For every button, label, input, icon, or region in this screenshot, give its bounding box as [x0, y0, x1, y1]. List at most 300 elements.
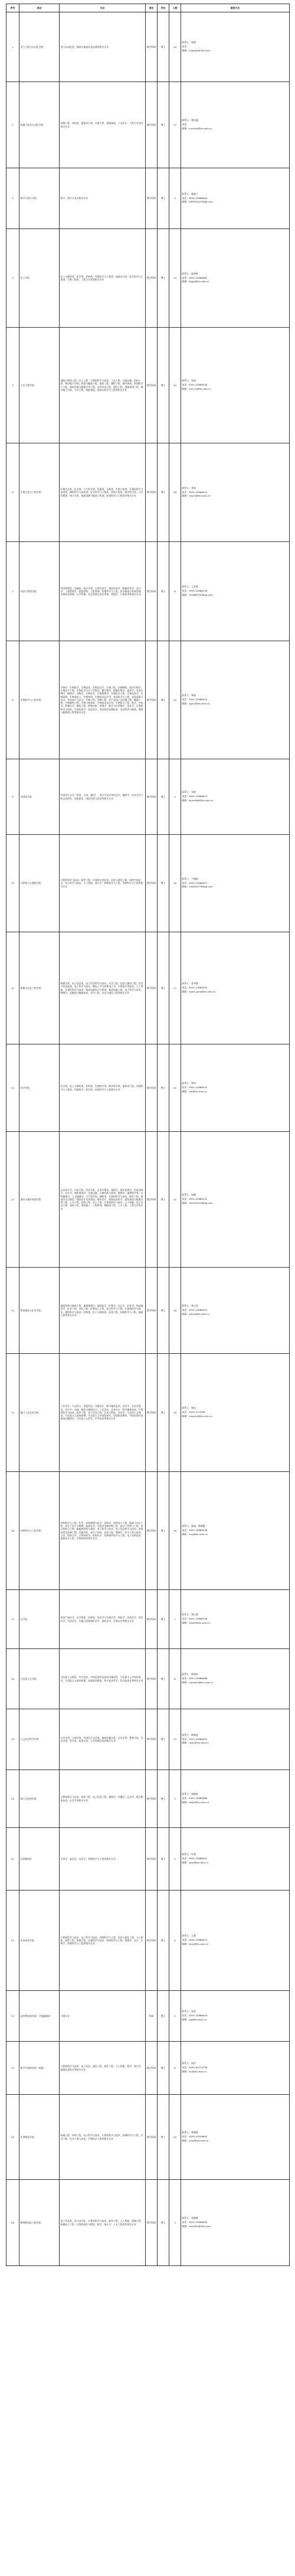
contact-phone-line	[182, 383, 289, 386]
contact-email[interactable]: tyxy-rs@fzu.edu.cn	[189, 387, 211, 390]
contact-email-line	[182, 1313, 289, 1315]
table-row	[6, 12, 290, 82]
contact-phone: 0595-22926802	[189, 2135, 208, 2138]
contact-phone: 0591-63179776	[189, 2066, 208, 2069]
contact-phone-line	[182, 2066, 289, 2069]
contact-email-line	[182, 885, 289, 888]
contact-person-label: 联系人：	[182, 119, 192, 122]
contact-person: 钟丽	[191, 694, 196, 697]
contact-email-line	[182, 593, 289, 596]
row-major: 材料科学与工程、化学、材料物理与化学、材料学、材料加工工程、能源与动力工程、高分子化学与物理、能源化学、无机非金属材料工程、高分子材料与工程、复合材料与工程、新能源材料与器件、电子科学与技术、电子信息科学与技术、材料成型及控制工程、功能材料、高分子材料、冶金工程、物理学、化学工程与技术、力学、固体力学、计算材料学、材料化学、资源循环科学与工程、电子封装技术、能源化学工程、生物材料等相关专业	[60, 1472, 146, 1590]
contact-email-line	[182, 494, 289, 497]
contact-person: 林华	[191, 1082, 196, 1085]
contact-person-label: 联系人：	[182, 1406, 192, 1410]
row-index: 2	[6, 82, 19, 168]
contact-email-label: 邮箱：	[182, 1741, 189, 1745]
contact-phone-label: 电话：	[182, 123, 189, 126]
contact-email[interactable]: mieufzu@163.com	[189, 2224, 211, 2228]
contact-person-line	[182, 1793, 289, 1795]
contact-phone-line	[182, 2014, 289, 2017]
contact-email-label: 邮箱：	[182, 1201, 189, 1204]
contact-email-line	[182, 2070, 289, 2073]
row-count: 26	[169, 1472, 181, 1590]
contact-email[interactable]: fxyzlb@fzu.edu.cn	[189, 1621, 210, 1624]
row-count: 5	[169, 168, 181, 229]
row-degree: 博士	[158, 229, 169, 328]
contact-phone-label: 电话：	[182, 1677, 189, 1680]
contact-email-line	[182, 280, 289, 283]
row-contact	[181, 2180, 290, 2266]
row-contact	[181, 1991, 290, 2042]
row-contact	[181, 82, 290, 168]
contact-person-label: 联系人：	[182, 585, 192, 589]
row-count: 24	[169, 328, 181, 443]
contact-email-line	[182, 1415, 289, 1418]
table-row	[6, 1828, 290, 1891]
row-count: 20	[169, 2095, 181, 2180]
row-degree: 博士	[158, 1991, 169, 2042]
row-major: 数学、统计学及其相关专业	[60, 168, 146, 229]
contact-email-line	[182, 702, 289, 705]
row-contact	[181, 168, 290, 229]
row-degree: 博士	[158, 835, 169, 932]
table-row	[6, 2095, 290, 2180]
row-contact	[181, 835, 290, 932]
contact-phone-label: 电话：	[182, 1086, 189, 1089]
contact-phone-line	[182, 986, 289, 989]
row-contact	[181, 1590, 290, 1649]
contact-phone-label: 电话：	[182, 2066, 189, 2069]
contact-phone-label: 电话：	[182, 1797, 189, 1800]
contact-email[interactable]: rwxy@fzu.edu.cn	[189, 1741, 209, 1745]
table-row	[6, 168, 290, 229]
row-position: 教学科研	[146, 1590, 158, 1649]
row-degree: 博士	[158, 759, 169, 835]
contact-phone-label: 电话：	[182, 276, 189, 279]
contact-email-label: 邮箱：	[182, 593, 189, 596]
row-degree: 博士	[158, 1354, 169, 1472]
contact-person: 周姗	[191, 1193, 196, 1197]
table-row	[6, 1991, 290, 2042]
contact-email[interactable]: gjy@fzu.edu.cn	[189, 2017, 207, 2021]
contact-email-label: 邮箱：	[182, 2138, 189, 2142]
row-degree: 博士	[158, 2042, 169, 2095]
row-contact	[181, 1891, 290, 1991]
contact-email-line	[182, 1942, 289, 1945]
row-major: 道路与铁道工程、岩土工程、计算机科学与技术、土木工程、交通运输、结构工程、城市地下空间、桥梁与隧道工程、地质工程、测绘工程、城市规划、管理科学与工程、建筑环境与能源应用工程、水利水电工程、海洋工程、道路桥梁工程、城市地下空间、力学工程、智能建造、给排水科学与工程等相关专业	[60, 328, 146, 443]
table-row	[6, 82, 290, 168]
contact-email[interactable]: wlxy@fzu.edu.cn	[189, 1942, 209, 1945]
contact-email[interactable]: xzxy@fzu.edu.cn	[189, 2138, 209, 2142]
row-index: 3	[6, 168, 19, 229]
contact-phone-line	[182, 123, 289, 126]
row-index: 25	[6, 2095, 19, 2180]
row-position: 教学科研	[146, 1472, 158, 1590]
row-major: 工业设计、产品设计、视觉传达、环境设计、数字媒体艺术、美术学、艺术学理论、设计学、动画、服装与服饰设计、工艺美术、艺术设计、数字媒体技术、计算机科学与技术、软件工程、电子信息工程、艺术与科技、美术学、马克思主义理论、马克思主义基本原理、马克思主义中国化研究、思想政治教育、中国近现代史基本问题研究、马克思主义哲学、中共党史等相关专业	[60, 1354, 146, 1472]
contact-email[interactable]: gmxz@fzu.edu.cn	[189, 1312, 209, 1315]
header-contact: 联系方式	[181, 4, 290, 12]
contact-phone-line	[182, 45, 289, 48]
row-position: 科研	[146, 1991, 158, 2042]
contact-phone-label: 电话：	[182, 383, 189, 387]
header-count: 人数	[169, 4, 181, 12]
row-position: 教学科研	[146, 932, 158, 1044]
contact-person-label: 联系人：	[182, 694, 192, 697]
contact-person-line	[182, 119, 289, 122]
contact-person: 陈钟婷	[191, 272, 198, 275]
row-contact	[181, 443, 290, 542]
row-department: 军事教研室	[19, 1828, 60, 1891]
contact-phone-label: 电话：	[182, 881, 189, 884]
contact-email-label: 邮箱：	[182, 1800, 189, 1804]
contact-email-line	[182, 1202, 289, 1204]
row-position: 教学科研	[146, 2095, 158, 2180]
contact-person-line	[182, 791, 289, 794]
row-count: 16	[169, 443, 181, 542]
contact-person: 郑日强	[191, 1613, 198, 1617]
contact-person: 张丽	[191, 379, 196, 383]
contact-person: 王其晖	[191, 585, 198, 589]
row-count: 3	[169, 1770, 181, 1828]
contact-email[interactable]: 303425574@qq.com	[189, 1201, 213, 1204]
row-contact	[181, 229, 290, 328]
table-body	[6, 12, 290, 2266]
row-count: 17	[169, 932, 181, 1044]
contact-person-label: 联系人：	[182, 1304, 192, 1308]
contact-email[interactable]: liudaoyi@163.com	[189, 48, 211, 52]
contact-email[interactable]: marxism@fzu.edu.cn	[189, 1680, 214, 1684]
row-major: 军事学、政治学、历史学、管理科学与工程等相关专业	[60, 1828, 146, 1891]
row-contact	[181, 1354, 290, 1472]
contact-phone-line	[182, 1308, 289, 1311]
contact-email[interactable]: hjxyrs@fzu.edu.cn	[189, 494, 211, 498]
row-major: 社会学类、心理学类、中国语言文学类、新闻传播学类、艺术学类、教育学类、历史学类、哲学类、政治学类、公共管理学类等相关专业	[60, 1709, 146, 1770]
contact-phone: 0591-22866742	[189, 1086, 208, 1089]
contact-phone-label: 电话：	[182, 2221, 189, 2224]
row-contact	[181, 12, 290, 82]
row-department: 数学与统计学院	[19, 168, 60, 229]
contact-phone-line	[182, 881, 289, 884]
row-department: 数字中国研究院（福建）	[19, 2042, 60, 2095]
contact-phone-line	[182, 795, 289, 798]
table-row	[6, 2180, 290, 2266]
row-major: 马克思主义理论、中共党史、中国近现代史基本问题研究、马克思主义中国化研究、马克思主义基本原理、思想政治教育、科学技术哲学、科学技术史等相关专业	[60, 1649, 146, 1709]
row-index: 5	[6, 328, 19, 443]
table-row	[6, 932, 290, 1044]
row-degree: 博士	[158, 1709, 169, 1770]
contact-phone: 0592-2175987	[189, 1411, 206, 1414]
row-major: 知识产权法学、法学理论、法律史、宪法学与行政法学、刑法学、民商法学、诉讼法学、经济法学、环境与资源保护法学、国际法学、军事法学等相关专业	[60, 1590, 146, 1649]
row-count: 6	[169, 1649, 181, 1709]
row-contact	[181, 1044, 290, 1132]
contact-phone-line	[182, 1197, 289, 1200]
row-contact	[181, 1132, 290, 1268]
contact-email[interactable]: 254669752@qq.com	[189, 593, 213, 596]
row-degree: 博士	[158, 1132, 169, 1268]
row-department: 建筑与城乡规划学院	[19, 1132, 60, 1268]
contact-email-line	[182, 799, 289, 802]
contact-person-line	[182, 379, 289, 382]
row-contact	[181, 2042, 290, 2095]
contact-email[interactable]: xucsfhe@fzu.edu.cn	[189, 126, 212, 130]
row-department: 未来技术学院	[19, 1891, 60, 1991]
table-row	[6, 1649, 290, 1709]
contact-person-line	[182, 272, 289, 275]
contact-phone-line	[182, 491, 289, 494]
row-major: 外国语言文学（英语、日语、德语）、语言学及应用语言学、翻译学、比较文学与跨文化研究、国际政治、国际经济与贸易等相关专业	[60, 759, 146, 835]
contact-person-label: 联系人：	[182, 2131, 192, 2134]
contact-phone-line	[182, 1938, 289, 1941]
contact-phone: 0591-22866305	[189, 986, 208, 990]
contact-email-label: 邮箱：	[182, 1089, 189, 1093]
row-major: 计算机科学与技术、电子科学与技术、控制科学与工程、信息与通信工程、人工智能、软件工程、机械工程、仪器科学与技术、材料科学与工程、物理学、化学、生物学、管理科学与工程等相关专业	[60, 1891, 146, 1991]
row-position: 教学科研	[146, 835, 158, 932]
row-department: 高等教育研究院、学报编辑部	[19, 1991, 60, 2042]
row-department: 厦门工艺美术学院	[19, 1354, 60, 1472]
contact-email-label: 邮箱：	[182, 280, 189, 283]
contact-email[interactable]: rsc@fzu.edu.cn	[189, 1089, 207, 1093]
header-department: 单位	[19, 4, 60, 12]
table-row	[6, 443, 290, 542]
contact-phone: 0591-22866375	[189, 698, 208, 701]
row-degree: 博士	[158, 932, 169, 1044]
row-degree: 博士	[158, 1649, 169, 1709]
table-row	[6, 1709, 290, 1770]
row-index: 7	[6, 542, 19, 641]
row-major: 不限专业	[60, 1991, 146, 2042]
contact-person-label: 联系人：	[182, 982, 192, 985]
header-major: 专业	[60, 4, 146, 12]
contact-email[interactable]: dci@fzu.edu.cn	[189, 2069, 207, 2073]
contact-phone: 0591-22866066	[189, 1677, 208, 1680]
row-index: 8	[6, 641, 19, 759]
row-position: 教学科研	[146, 443, 158, 542]
contact-person: 杨丽	[191, 41, 196, 44]
contact-email-label: 邮箱：	[182, 2069, 189, 2073]
contact-person-line	[182, 1406, 289, 1409]
contact-person: 李明	[191, 791, 196, 794]
contact-email[interactable]: szwh@fzu.edu.cn	[189, 1800, 209, 1804]
row-major: 机械工程、材料类、能源动力类、车辆工程、智能制造、工业设计、工程力学及其相关专业	[60, 82, 146, 168]
row-position: 教学科研	[146, 1132, 158, 1268]
row-major: 物理学类、电子信息类、电子信息科学与技术、光学工程、信息与通信工程、信号与信息处理、电子科学与技术、微电子学与固体电子学、计算机应用技术、人工智能、计算机科学与技术、集成电路设计与系统、集成电路工程、电子科学与技术、物理学、电磁场与微波技术、光学工程、信息与通信工程等相关专业	[60, 932, 146, 1044]
row-position: 教学科研	[146, 1268, 158, 1354]
contact-email-line	[182, 1801, 289, 1804]
row-department: 物理与信息工程学院	[19, 932, 60, 1044]
contact-person-line	[182, 1673, 289, 1676]
row-position: 教学科研	[146, 542, 158, 641]
row-degree: 博士	[158, 1770, 169, 1828]
row-position: 教学科研	[146, 641, 158, 759]
row-department: 化学学院	[19, 1044, 60, 1132]
contact-person: 夏华娟	[191, 982, 198, 985]
contact-email-line	[182, 1861, 289, 1864]
row-count: 6	[169, 1891, 181, 1991]
row-contact	[181, 1770, 290, 1828]
contact-email-line	[182, 1090, 289, 1093]
row-position: 教学科研	[146, 2042, 158, 2095]
row-count: 10	[169, 1354, 181, 1472]
contact-phone-label: 电话：	[182, 2135, 189, 2138]
row-degree: 博士	[158, 641, 169, 759]
row-degree: 博士	[158, 1828, 169, 1891]
row-position: 教学科研	[146, 759, 158, 835]
contact-person-line	[182, 1934, 289, 1937]
contact-person-line	[182, 1853, 289, 1856]
contact-phone-label: 电话：	[182, 1737, 189, 1741]
contact-phone: 0591-22866010	[189, 2014, 208, 2017]
row-count: 10	[169, 835, 181, 932]
contact-person-label: 联系人：	[182, 192, 192, 195]
contact-person-label: 联系人：	[182, 41, 192, 44]
contact-email[interactable]: 156529779@qq.com	[189, 885, 213, 889]
row-department: 材料科学与工程学院	[19, 1472, 60, 1590]
row-position: 教学科研	[146, 229, 158, 328]
row-contact	[181, 328, 290, 443]
contact-person: 鄢丽兰	[191, 192, 198, 195]
contact-email[interactable]: clxy@fzu.edu.cn	[189, 1532, 208, 1536]
table-row	[6, 229, 290, 328]
contact-person: 黄玉花	[191, 1304, 198, 1308]
row-department: 法学院	[19, 1590, 60, 1649]
contact-phone-label: 电话：	[182, 1938, 189, 1942]
contact-person-label: 联系人：	[182, 1673, 192, 1676]
row-index: 13	[6, 1132, 19, 1268]
contact-email-label: 邮箱：	[182, 387, 189, 390]
contact-person: 李丽	[191, 486, 196, 489]
contact-phone: 0591-22866219	[189, 1308, 208, 1312]
contact-email-label: 邮箱：	[182, 1621, 189, 1624]
contact-email-line	[182, 990, 289, 993]
contact-person: 郭晓敏	[191, 2216, 198, 2220]
contact-email-line	[182, 127, 289, 130]
row-contact	[181, 2095, 290, 2180]
row-count: 4	[169, 759, 181, 835]
row-department: 机械工程及自动化学院	[19, 82, 60, 168]
contact-email-label: 邮箱：	[182, 2017, 189, 2021]
row-position: 教学科研	[146, 1649, 158, 1709]
table-row	[6, 1891, 290, 1991]
contact-phone-line	[182, 1797, 289, 1800]
contact-email[interactable]: kjbgs@fzu.edu.cn	[189, 280, 209, 283]
row-index: 9	[6, 759, 19, 835]
row-major: 计算机科学与技术、软件工程、计算机应用技术、信息与通信工程、网络空间安全、电子科学与技术、人工智能、统计学、控制科学与工程、管理科学与工程等相关专业	[60, 835, 146, 932]
contact-email[interactable]: wyxxdzb@fzu.edu.cn	[189, 798, 214, 802]
contact-phone-line	[182, 2221, 289, 2224]
row-index: 11	[6, 932, 19, 1044]
recruitment-table	[6, 4, 290, 2266]
row-index: 1	[6, 12, 19, 82]
contact-email-label: 邮箱：	[182, 701, 189, 705]
row-index: 24	[6, 2042, 19, 2095]
contact-email[interactable]: 269992022@qq.com	[189, 200, 213, 204]
row-major: 计算机科学与技术、软件工程、电子信息工程、新闻学、传播学、艺术学、数字媒体技术、社会学等相关专业	[60, 1770, 146, 1828]
row-degree: 博士	[158, 1044, 169, 1132]
contact-email-label: 邮箱：	[182, 48, 189, 52]
contact-phone-label: 电话：	[182, 1411, 189, 1414]
table-row	[6, 1354, 290, 1472]
contact-person-line	[182, 2062, 289, 2065]
contact-email-line	[182, 1533, 289, 1536]
contact-email[interactable]: sgyry@fzu.edu.cn	[189, 701, 210, 705]
contact-email[interactable]: jsjys@fzu.edu.cn	[189, 1860, 208, 1864]
contact-email-line	[182, 2139, 289, 2142]
row-position: 教学科研	[146, 1044, 158, 1132]
row-index: 12	[6, 1044, 19, 1132]
contact-phone-label: 电话：	[182, 490, 189, 494]
contact-email-label: 邮箱：	[182, 1942, 189, 1945]
row-degree: 博士	[158, 1472, 169, 1590]
header-index: 序号	[6, 4, 19, 12]
contact-person-line	[182, 877, 289, 880]
row-position: 教学科研	[146, 168, 158, 229]
contact-person-label: 联系人：	[182, 791, 192, 794]
row-count: 7	[169, 1590, 181, 1649]
contact-person: 陈丽、黄楠楠	[191, 1524, 205, 1528]
row-department: 生物科学与工程学院	[19, 641, 60, 759]
contact-email-line	[182, 387, 289, 390]
row-major: 计算机科学与技术、电子信息、通信工程、软件工程、人工智能、数学、统计学、地理信息科学等相关专业	[60, 2042, 146, 2095]
row-index: 15	[6, 1354, 19, 1472]
contact-email[interactable]: xmgmrs@fzu.edu.cn	[189, 1414, 213, 1418]
contact-person-line	[182, 192, 289, 195]
row-index: 20	[6, 1770, 19, 1828]
table-row	[6, 328, 290, 443]
contact-person-label: 联系人：	[182, 2216, 192, 2220]
table-row	[6, 641, 290, 759]
header-degree: 学位	[158, 4, 169, 12]
contact-phone: 0591-22866082	[189, 276, 208, 279]
contact-person-line	[182, 1193, 289, 1196]
row-degree: 博士	[158, 1891, 169, 1991]
row-department: 电气工程与自动化学院	[19, 12, 60, 82]
contact-email-label: 邮箱：	[182, 798, 189, 802]
contact-phone-line	[182, 1086, 289, 1089]
row-degree: 博士	[158, 542, 169, 641]
row-index: 18	[6, 1649, 19, 1709]
contact-person: 周彦	[191, 2062, 196, 2065]
contact-email-label: 邮箱：	[182, 126, 189, 130]
table-row	[6, 1590, 290, 1649]
contact-person-line	[182, 982, 289, 985]
contact-phone-label: 电话：	[182, 196, 189, 200]
row-index: 22	[6, 1891, 19, 1991]
row-contact	[181, 542, 290, 641]
row-contact	[181, 641, 290, 759]
row-degree: 博士	[158, 1590, 169, 1649]
table-header-row	[6, 4, 290, 12]
table-row	[6, 1268, 290, 1354]
contact-person: 王燕	[191, 1934, 196, 1938]
table-row	[6, 835, 290, 932]
table-row	[6, 1044, 290, 1132]
row-department: 外国语学院	[19, 759, 60, 835]
contact-person-label: 联系人：	[182, 877, 192, 880]
contact-person-label: 联系人：	[182, 1853, 192, 1856]
row-count: 16	[169, 1268, 181, 1354]
row-department: 紫金地质与矿业学院	[19, 1268, 60, 1354]
contact-person-line	[182, 2010, 289, 2013]
row-major: 环境生态类、化学类、大气科学类、资源类、水利类、生物工程类、计算机科学与技术类、测绘科学与技术类、安全科学与工程类、环境工程类、海洋科学类、公共管理类、统计学类、地质资源与地质工程类、环境科学与工程类等相关专业	[60, 443, 146, 542]
contact-phone: 0591-22866000	[189, 196, 208, 200]
contact-phone: 0591-22866536	[189, 1529, 208, 1532]
row-position: 教学科研	[146, 328, 158, 443]
contact-email[interactable]: fzuee_post@fzu.edu.cn	[189, 990, 216, 993]
contact-email-label: 邮箱：	[182, 2224, 189, 2228]
contact-person-label: 联系人：	[182, 1524, 192, 1528]
row-contact	[181, 1709, 290, 1770]
row-department: 先进制造学院	[19, 2095, 60, 2180]
